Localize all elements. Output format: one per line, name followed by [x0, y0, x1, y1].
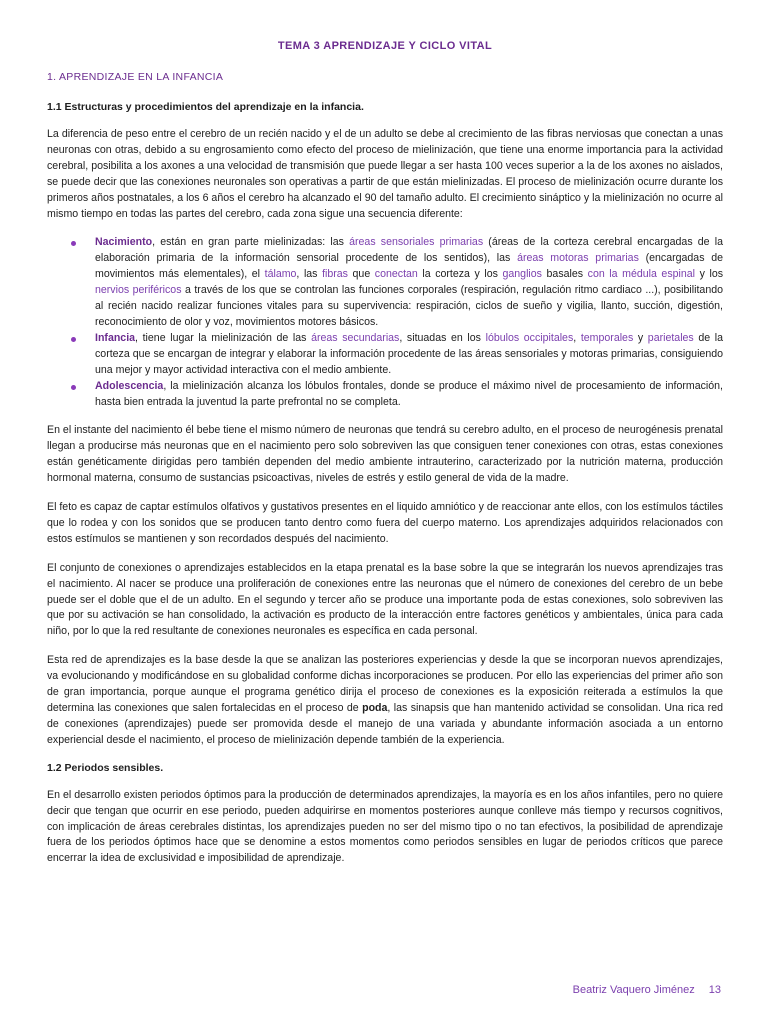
paragraph-2: En el instante del nacimiento él bebe tiene el mismo número de neuronas que tendrá su cerebro adulto, en el proceso de neurogénesis prenatal llegan a producirse más neuronas que en el nacimiento pero solo sobreviven las que consiguen tener conexiones con otras, estas conexiones están genéticamente dirigidas pero también dependen del medio ambiente intrauterino, caracterizado por la nutrición materna, producción hormonal materna, consumo de sustancias psicoactivas, niveles de estrés y estilo general de vida de la madre. [47, 424, 723, 485]
list-item-infancia [95, 331, 723, 379]
text: Esta red de aprendizajes es la base desde la que se analizan las posteriores experiencias y desde la que se incorporan nuevos aprendizajes, va evolucionando y modificándose en su globalidad conforme dichas incorporaciones se producen. Por ello las experiencias del primer año son de gran importancia, porque aunque el programa genético dirija el proceso de conexiones es la exposición reiterada a estímulos la que determina las conexiones que salen fortalecidas en el proceso de [47, 654, 723, 714]
link-term[interactable]: temporales [580, 331, 634, 344]
text: , la mielinización alcanza los lóbulos frontales, donde se produce el máximo nivel de procesamiento de información, hasta bien entrada la juventud la parte prefrontal no se completa. [95, 379, 723, 408]
paragraph-4: El conjunto de conexiones o aprendizajes establecidos en la etapa prenatal es la base sobre la que se integrarán los nuevos aprendizajes tras el nacimiento. Al nacer se produce una proliferación de conexiones entre las neuronas que el número de conexiones del cerebro de un bebe puede ser el doble que el de un adulto. En el segundo y tercer año se produce una importante poda de estas conexiones, solo sobreviven las que por su activación se han consolidado, la activación es producto de la interacción entre factores genéticos y ambientales, única para cada niño, por lo que la red resultante de conexiones neuronales es específica en cada personal. [47, 561, 723, 638]
bullet-icon [71, 241, 76, 246]
text: (encargadas de movimientos más elementales), el [95, 252, 724, 281]
text: , situadas en los [399, 331, 486, 344]
text: , las [296, 268, 323, 281]
term-nacimiento: Nacimiento [95, 236, 153, 249]
text: de la corteza que se encargan de integrar y elaborar la información procedente de las áreas sensoriales y motoras primarias, consiguiendo una mejor y mayor actividad interactiva con el medio ambiente. [95, 331, 724, 376]
paragraph-3: El feto es capaz de captar estímulos olfativos y gustativos presentes en el liquido amniótico y de reaccionar ante ellos, con los estímulos táctiles que lo rodea y con los sonidos que se producen tanto dentro como fuera del cuerpo materno. Los aprendizajes adquiridos relacionados con estos estímulos se mantienen y son recordados después del nacimiento. [47, 501, 723, 545]
link-term[interactable]: con la médula espinal [587, 268, 696, 281]
paragraph-6: En el desarrollo existen periodos óptimos para la producción de determinados aprendizajes, la mayoría es en los años infantiles, pero no quiere decir que tengan que ocurrir en ese periodo, pueden adquirirse en momentos posteriores aunque conlleve más tiempo y recursos cognitivos, con implicación de áreas cerebrales distintas, los aprendizajes pueden no ser del mismo tipo o no tan efectivos, la posibilidad de aprendizaje fuera de los periodos óptimos hace que se denomine a estos momentos como periodos sensibles en lugar de periodos críticos que parece encerrar la idea de exclusividad e imposibilidad de aprendizaje. [47, 788, 723, 865]
list-item-adolescencia [95, 379, 723, 411]
text: , tiene lugar la mielinización de las [135, 331, 312, 344]
text: , [573, 331, 581, 344]
text: a través de los que se controlan las funciones corporales (respiración, regulación ritmo cardiaco ...), posibilitando al recién nacido realizar funciones vitales para su supervivencia: respiración, ciclos de sueño y vigilia, llanto, succión, digestión, reconocimiento de olor y voz, movimientos motores básicos. [95, 284, 723, 328]
link-term[interactable]: lóbulos occipitales [485, 331, 574, 344]
bold-term-poda: poda [362, 702, 388, 714]
text: la corteza y los [417, 268, 503, 281]
link-term[interactable]: tálamo [264, 268, 297, 281]
link-term[interactable]: fibras [322, 268, 348, 281]
myelination-stages-list [47, 235, 723, 410]
text: (áreas de la corteza cerebral encargadas de la elaboración primaria de la información sensorial procedente de los sentidos), las [95, 236, 724, 265]
subsection-heading-1-1: 1.1 Estructuras y procedimientos del aprendizaje en la infancia. [47, 101, 364, 113]
bullet-icon [71, 337, 76, 342]
text: que [347, 268, 375, 281]
link-term[interactable]: parietales [647, 331, 694, 344]
text: , están en gran parte mielinizadas: las [152, 236, 350, 249]
document-page [47, 40, 723, 880]
link-term[interactable]: áreas sensoriales primarias [349, 236, 484, 249]
text: y los [695, 268, 724, 281]
term-adolescencia: Adolescencia [95, 379, 164, 392]
bullet-icon [71, 385, 76, 390]
page-footer [559, 984, 721, 996]
paragraph-1: La diferencia de peso entre el cerebro de un recién nacido y el de un adulto se debe al crecimiento de las fibras nerviosas que conectan a unas neuronas con otras, debido a su engrosamiento como efecto del proceso de mielinización, que tiene una enorme importancia para la actividad cerebral, posibilita a los axones a una velocidad de transmisión que puede llegar a ser hasta 100 veces superior a la de los axones no aislados, se puede decir que las conexiones neuronales son operativas a partir de que están mielinizadas. El proceso de mielinización ocurre durante los primeros años postnatales, a los 6 años el cerebro ha alcanzado el 90 del tamaño adulto. El crecimiento sináptico y la mielinización no ocurre al mismo tiempo en todas las partes del cerebro, cada zona sigue una secuencia diferente: [47, 128, 723, 220]
paragraph-5 [47, 653, 723, 748]
link-term[interactable]: conectan [374, 268, 418, 281]
text: y [633, 331, 648, 344]
page-number: 13 [708, 984, 721, 996]
footer-author: Beatriz Vaquero Jiménez [572, 984, 695, 996]
subsection-heading-1-2: 1.2 Periodos sensibles. [47, 761, 164, 774]
section-heading-1: 1. APRENDIZAJE EN LA INFANCIA [47, 71, 224, 83]
link-term[interactable]: ganglios [502, 268, 542, 281]
link-term[interactable]: áreas secundarias [311, 331, 400, 344]
term-infancia: Infancia [95, 331, 136, 344]
link-term[interactable]: áreas motoras primarias [517, 252, 639, 265]
text: , las sinapsis que han mantenido actividad se consolidan. Una rica red de conexiones (aprendizajes) puede ser promovida desde el manejo de una variada y abundante información asociada a un entorno experiencial desde el nacimiento, el proceso de mielinización depende también de la experiencia. [47, 702, 723, 746]
list-item-nacimiento [95, 235, 723, 330]
link-term[interactable]: nervios periféricos [95, 284, 182, 297]
text: basales [541, 268, 588, 281]
document-title: TEMA 3 APRENDIZAJE Y CICLO VITAL [277, 40, 493, 52]
